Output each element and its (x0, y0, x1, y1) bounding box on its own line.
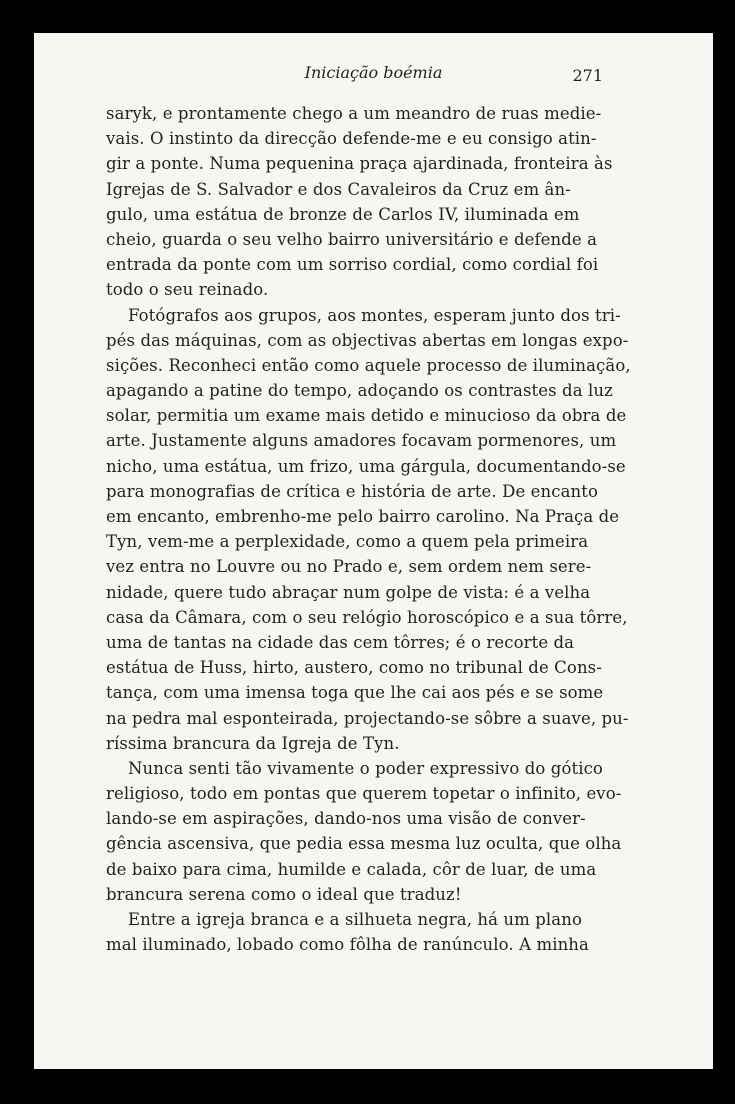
text-line: mal iluminado, lobado como fôlha de ranúnculo. A minha (106, 935, 589, 955)
text-line: gência ascensiva, que pedia essa mesma luz oculta, que olha (106, 834, 622, 854)
text-line: Nunca senti tão vivamente o poder expressivo do gótico (128, 758, 603, 778)
text-line: vais. O instinto da direcção defende-me e eu consigo atin- (106, 129, 597, 149)
text-line: religioso, todo em pontas que querem topetar o infinito, evo- (106, 784, 622, 804)
text-line: brancura serena como o ideal que traduz! (106, 884, 462, 904)
text-line: na pedra mal esponteirada, projectando-se sôbre a suave, pu- (106, 708, 629, 728)
text-line: cheio, guarda o seu velho bairro universitário e defende a (106, 229, 598, 249)
text-line: entrada da ponte com um sorriso cordial, como cordial foi (106, 255, 599, 275)
text-line: de baixo para cima, humilde e calada, côr de luar, de uma (106, 859, 597, 879)
text-line: nicho, uma estátua, um frizo, uma gárgula, documentando-se (106, 456, 626, 476)
text-line: arte. Justamente alguns amadores focavam pormenores, um (106, 431, 617, 451)
page-header (34, 63, 713, 93)
text-line: sições. Reconheci então como aquele processo de iluminação, (106, 355, 631, 375)
text-line: vez entra no Louvre ou no Prado e, sem ordem nem sere- (106, 557, 592, 577)
book-page (34, 33, 713, 1069)
text-line: apagando a patine do tempo, adoçando os contrastes da luz (106, 381, 613, 401)
text-line: ríssima brancura da Igreja de Tyn. (106, 733, 400, 753)
text-line: Igrejas de S. Salvador e dos Cavaleiros da Cruz em ân- (106, 179, 571, 199)
text-line: gir a ponte. Numa pequenina praça ajardinada, fronteira às (106, 154, 613, 174)
running-title: Iniciação boémia (304, 63, 443, 82)
text-line: tança, com uma imensa toga que lhe cai aos pés e se some (106, 683, 604, 703)
text-line: todo o seu reinado. (106, 280, 269, 300)
text-line: gulo, uma estátua de bronze de Carlos IV, iluminada em (106, 204, 580, 224)
text-line: Tyn, vem-me a perplexidade, como a quem pela primeira (106, 532, 589, 552)
text-line: em encanto, embrenho-me pelo bairro carolino. Na Praça de (106, 507, 620, 526)
text-line: estátua de Huss, hirto, austero, como no tribunal de Cons- (106, 658, 602, 678)
text-line: Entre a igreja branca e a silhueta negra, há um plano (128, 910, 582, 929)
text-line: uma de tantas na cidade das cem tôrres; é o recorte da (106, 632, 575, 652)
text-line: lando-se em aspirações, dando-nos uma visão de conver- (106, 809, 586, 829)
text-line: para monografias de crítica e história de arte. De encanto (106, 481, 599, 501)
text-line: Fotógrafos aos grupos, aos montes, esperam junto dos tri- (128, 305, 621, 325)
text-line: saryk, e prontamente chego a um meandro de ruas medie- (106, 104, 602, 123)
text-line: casa da Câmara, com o seu relógio horoscópico e a sua tôrre, (106, 607, 628, 627)
text-line: solar, permitia um exame mais detido e minucioso da obra de (106, 406, 627, 426)
text-line: pés das máquinas, com as objectivas abertas em longas expo- (106, 330, 629, 350)
text-line: nidade, quere tudo abraçar num golpe de vista: é a velha (106, 582, 591, 602)
body-text (106, 101, 631, 957)
page-number: 271 (572, 66, 603, 85)
